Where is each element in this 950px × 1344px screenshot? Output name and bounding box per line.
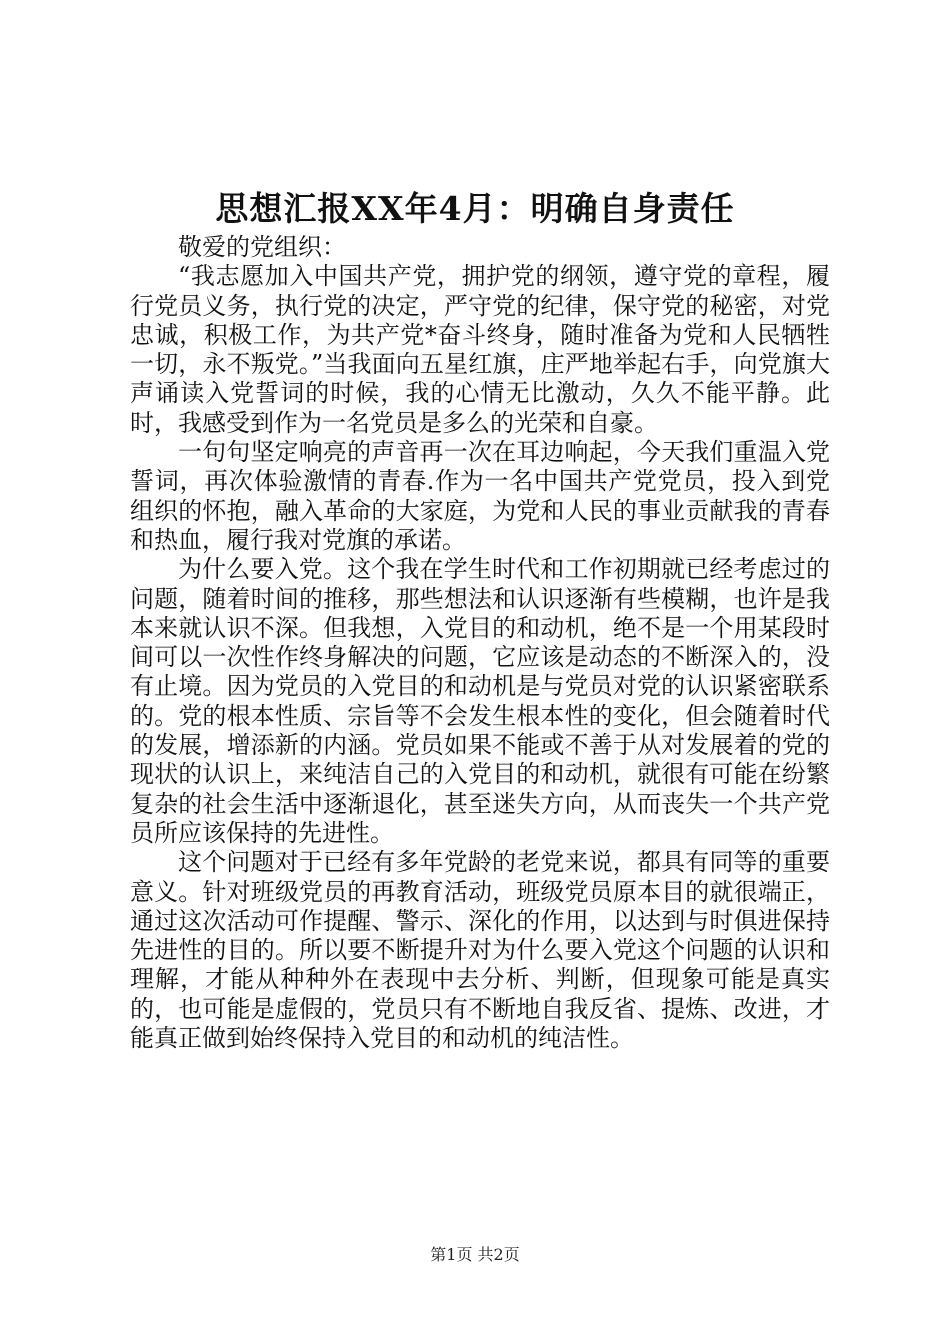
page-number-footer: 第1页 共2页: [430, 1245, 520, 1264]
paragraph-1: “我志愿加入中国共产党，拥护党的纲领，遵守党的章程，履行党员义务，执行党的决定，严守党的纪律，保守党的秘密，对党忠诚，积极工作，为共产党*奋斗终身，随时准备为党和人民牺牲一切，永不叛党。”当我面向五星红旗，庄严地举起右手，向党旗大声诵读入党誓词的时候，我的心情无比激动，久久不能平静。此时，我感受到作为一名党员是多么的光荣和自豪。: [130, 262, 830, 437]
document-title: 思想汇报XX年4月：明确自身责任: [215, 189, 735, 228]
paragraph-3: 为什么要入党。这个我在学生时代和工作初期就已经考虑过的问题，随着时间的推移，那些想法和认识逐渐有些模糊，也许是我本来就认识不深。但我想，入党目的和动机，绝不是一个用某段时间可以一次性作终身解决的问题，它应该是动态的不断深入的，没有止境。因为党员的入党目的和动机是与党员对党的认识紧密联系的。党的根本性质、宗旨等不会发生根本性的变化，但会随着时代的发展，增添新的内涵。党员如果不能或不善于从对发展着的党的现状的认识上，来纯洁自己的入党目的和动机，就很有可能在纷繁复杂的社会生活中逐渐退化，甚至迷失方向，从而丧失一个共产党员所应该保持的先进性。: [130, 555, 830, 847]
document-body: [130, 233, 830, 1053]
paragraph-4: 这个问题对于已经有多年党龄的老党来说，都具有同等的重要意义。针对班级党员的再教育活动，班级党员原本目的就很端正，通过这次活动可作提醒、警示、深化的作用，以达到与时俱进保持先进性的目的。所以要不断提升对为什么要入党这个问题的认识和理解，才能从种种外在表现中去分析、判断，但现象可能是真实的，也可能是虚假的，党员只有不断地自我反省、提炼、改进，才能真正做到始终保持入党目的和动机的纯洁性。: [130, 848, 830, 1053]
salutation: 敬爱的党组织：: [178, 233, 346, 261]
paragraph-2: 一句句坚定响亮的声音再一次在耳边响起，今天我们重温入党誓词，再次体验激情的青春.作为一名中国共产党党员，投入到党组织的怀抱，融入革命的大家庭，为党和人民的事业贡献我的青春和热血，履行我对党旗的承诺。: [130, 438, 830, 554]
